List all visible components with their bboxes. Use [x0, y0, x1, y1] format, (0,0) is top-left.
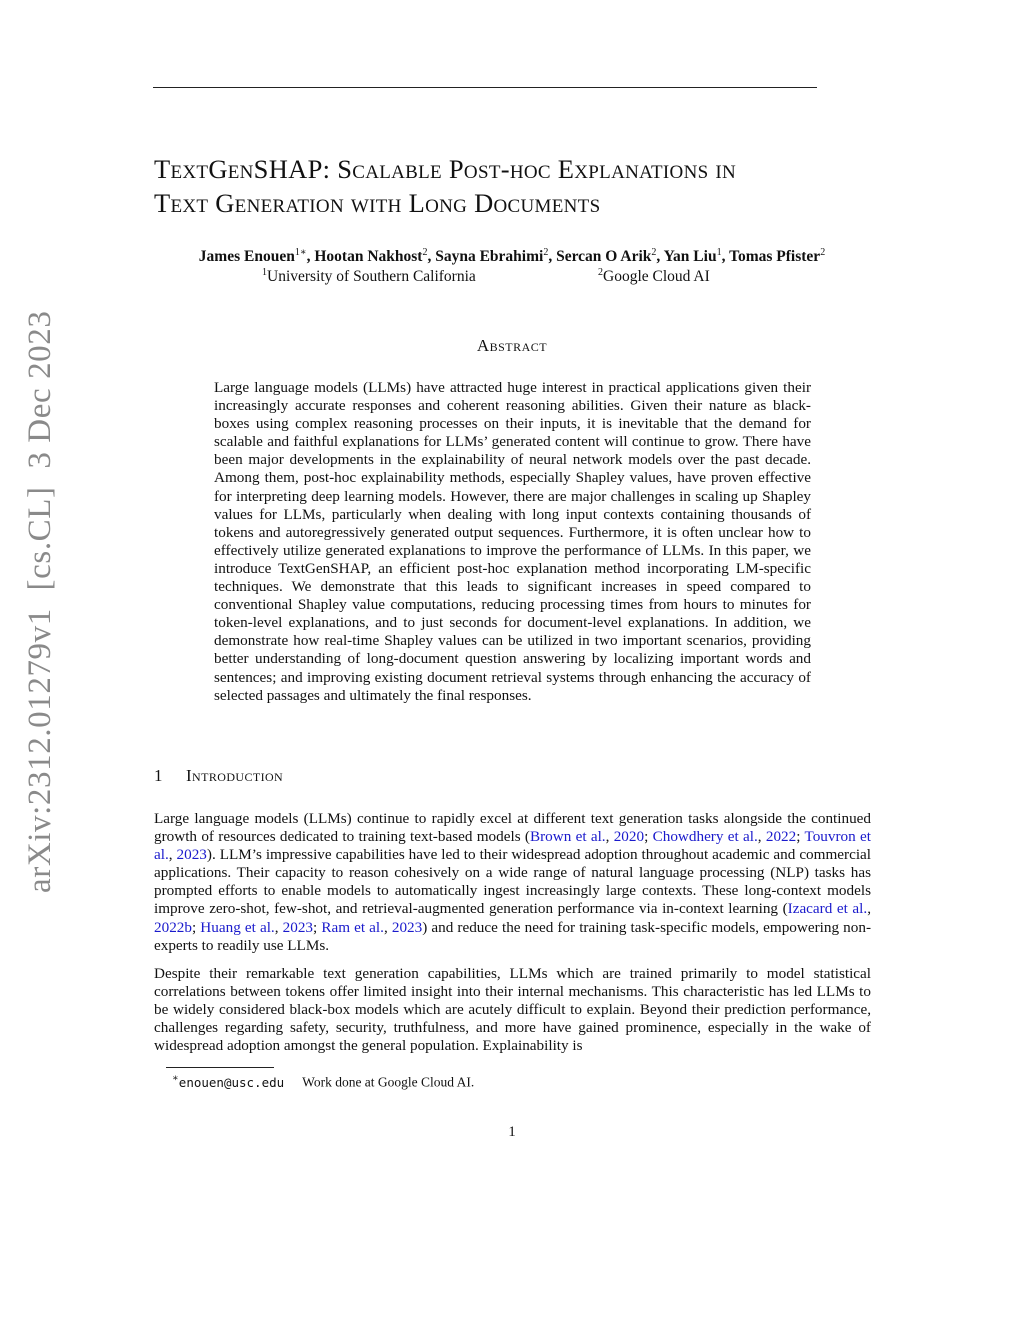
section-number: 1	[154, 766, 163, 785]
affiliation-usc	[262, 267, 476, 286]
citation-link[interactable]: 2023	[391, 918, 423, 936]
citation-separator: ;	[644, 828, 653, 846]
affiliation-google	[598, 267, 710, 286]
author-affil-mark: 2	[422, 247, 428, 258]
title-line-1: TextGenSHAP: Scalable Post-hoc Explanations in	[154, 154, 737, 184]
paper-title	[154, 152, 874, 220]
header-rule	[153, 87, 817, 88]
citation-separator: ;	[796, 828, 805, 846]
citation-link[interactable]: 2023	[176, 846, 207, 864]
citation-link[interactable]: 2022	[765, 828, 797, 846]
author-list: James Enouen$^{1∗}$, Hootan Nakhost$^2$, Sayna Ebrahimi$^2$, Sercan O Arik$^2$, Yan Liu$^1$, Tomas Pfister$^2$	[198, 247, 826, 266]
citation-separator: ;	[313, 918, 322, 936]
author-name: Tomas Pfister	[729, 248, 821, 266]
footnote-note: Work done at Google Cloud AI.	[302, 1074, 475, 1090]
affiliation-name: Google Cloud AI	[603, 268, 710, 286]
author-affil-mark: 2	[543, 247, 549, 258]
section-title: Introduction	[186, 766, 284, 785]
paragraph-text: Large language models (LLMs) continue to rapidly excel at different text generation tasks alongside the continued growth of resources dedicated to training text-based models (	[154, 810, 871, 846]
page-number: 1	[508, 1124, 516, 1140]
citation-separator: ,	[605, 828, 614, 846]
citation-separator: ,	[757, 828, 766, 846]
footnote-mark: ∗	[172, 1073, 179, 1084]
abstract-body: Large language models (LLMs) have attracted huge interest in practical applications given their increasingly accurate responses and coherent reasoning abilities. Given their nature as black-boxes using complex reasoning processes on their inputs, it is inevitable that the demand for scalable and faithful explanations for LLMs’ generated content will continue to grow. There have been major developments in the explainability of neural network models over the past decade. Among them, post-hoc explainability methods, especially Shapley values, have proven effective for interpreting deep learning models. However, there are major challenges in scaling up Shapley values for LLMs, particularly when dealing with long input contexts containing thousands of tokens and autoregressively generated output sequences. Furthermore, it is often unclear how to effectively utilize generated explanations to improve the performance of LLMs. In this paper, we introduce TextGenSHAP, an efficient post-hoc explanation method incorporating LM-specific techniques. We demonstrate that this leads to significant increases in speed compared to conventional Shapley value computations, reducing processing times from hours to minutes for token-level explanations, and to just seconds for document-level explanations. In addition, we demonstrate how real-time Shapley values can be utilized in two important scenarios, providing better understanding of long-document question answering by localizing important words and sentences; and improving existing document retrieval systems through enhancing the accuracy of selected passages and ultimately the final responses.	[214, 379, 811, 704]
citation-link[interactable]: Izacard et al.	[787, 900, 868, 918]
author-affil-mark: 1	[716, 247, 722, 258]
citation-link[interactable]: 2022b	[154, 918, 192, 936]
citation-separator: ,	[383, 918, 392, 936]
abstract-heading: Abstract	[476, 336, 548, 355]
author-affil-mark: 1	[294, 247, 300, 258]
author-affil-mark: 2	[651, 247, 657, 258]
citation-separator: ;	[191, 918, 201, 936]
affiliation-mark: 2	[598, 267, 603, 278]
citation-separator: ,	[168, 846, 177, 864]
paragraph-text: ) and reduce the need for training task-specific models, empowering non-experts to readily use LLMs.	[154, 918, 872, 954]
citation-separator: ,	[867, 900, 871, 918]
citation-link[interactable]: 2023	[282, 918, 313, 936]
citation-link[interactable]: Brown et al.	[529, 828, 606, 846]
citation-link[interactable]: Touvron et al.	[154, 828, 871, 864]
author-name: Hootan Nakhost	[314, 248, 423, 266]
author-name: Sercan O Arik	[556, 248, 652, 266]
affiliation-name: University of Southern California	[267, 268, 476, 286]
author-name: James Enouen	[198, 248, 295, 266]
citation-link[interactable]: Ram et al.	[321, 918, 384, 936]
affiliation-mark: 1	[262, 267, 267, 278]
paragraph-text: ). LLM’s impressive capabilities have led to their widespread adoption throughout academic and commercial applications. Their capacity to reason cohesively on a wide range of natural language processing (NLP) tasks has prompted efforts to enable models to automatically ingest increasingly large contexts. These long-context models improve zero-shot, few-shot, and retrieval-augmented generation performance via in-context learning (	[154, 846, 871, 918]
citation-link[interactable]: Huang et al.	[200, 918, 275, 936]
footnote	[172, 1073, 474, 1091]
title-line-2: Text Generation with Long Documents	[154, 188, 601, 218]
arxiv-id-text: arXiv:2312.01279v1 [cs.CL] 3 Dec 2023	[22, 310, 58, 893]
citation-link[interactable]: Chowdhery et al.	[652, 828, 758, 846]
intro-paragraph-1	[154, 810, 871, 955]
citation-separator: ,	[274, 918, 283, 936]
intro-paragraph-2: Despite their remarkable text generation capabilities, LLMs which are trained primarily to model statistical correlations between tokens offer limited insight into their internal mechanisms. This characteristic has led LLMs to be widely considered black-box models which are acutely difficult to explain. Beyond their prediction performance, challenges regarding safety, security, truthfulness, and more have gained prominence, especially in the wake of widespread adoption amongst the general population. Explainability is	[154, 965, 871, 1055]
footnote-email[interactable]: enouen@usc.edu	[178, 1074, 285, 1090]
author-name: Sayna Ebrahimi	[435, 248, 544, 266]
footnote-rule	[166, 1067, 274, 1068]
author-footnote-mark: ∗	[299, 247, 307, 258]
author-name: Yan Liu	[663, 248, 717, 266]
section-heading-introduction	[154, 766, 283, 786]
author-affil-mark: 2	[820, 247, 826, 258]
citation-link[interactable]: 2020	[613, 828, 645, 846]
